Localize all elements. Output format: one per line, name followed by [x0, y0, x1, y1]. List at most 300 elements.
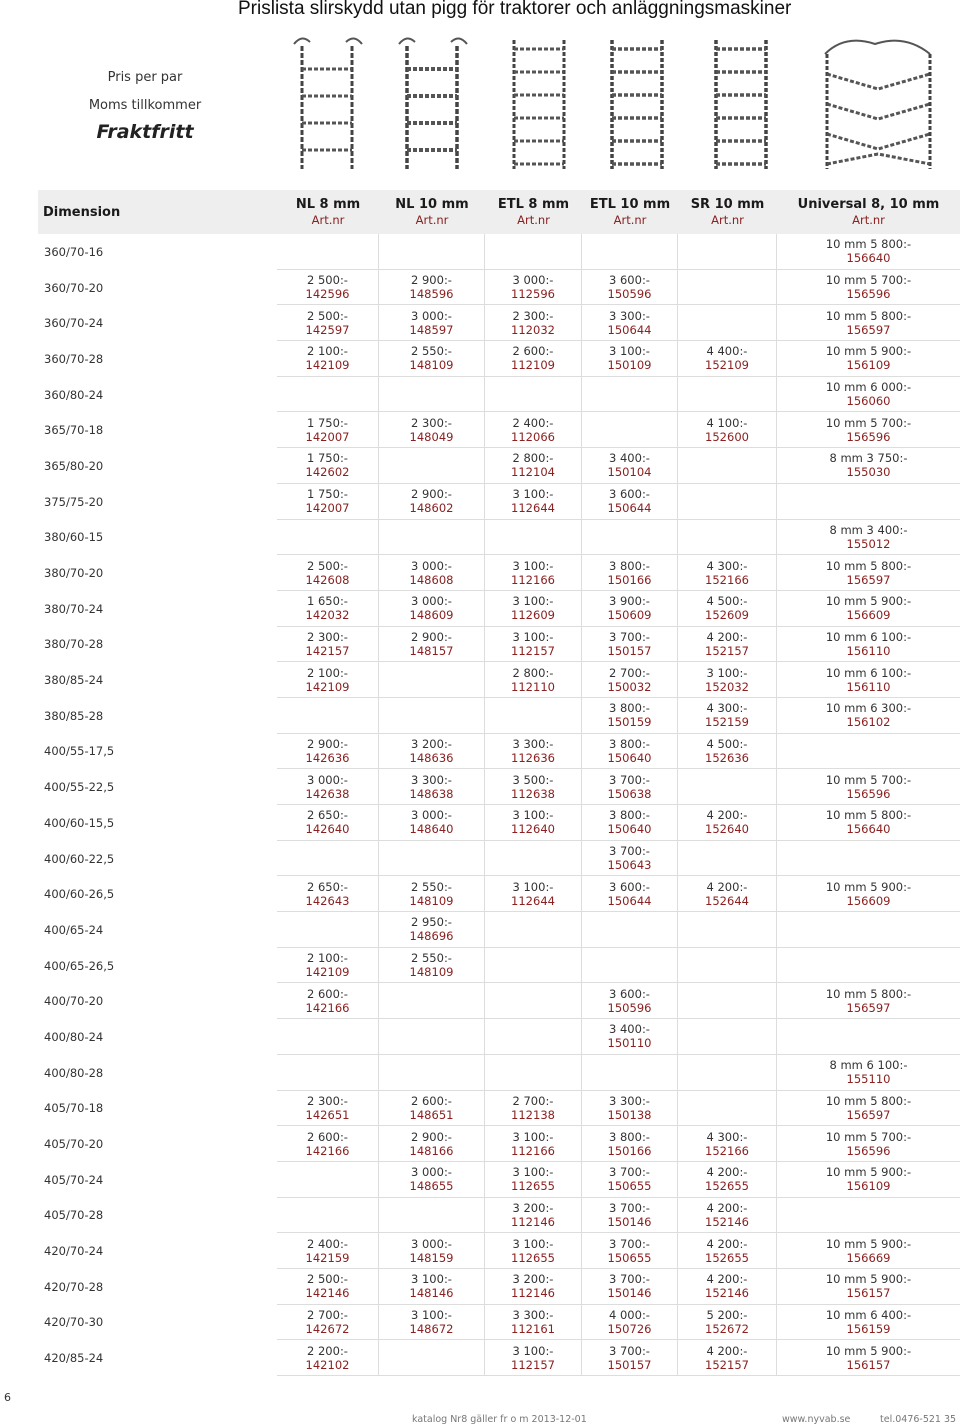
- article-number: 156060: [846, 394, 891, 409]
- row-dimension: 405/70-18: [44, 1101, 104, 1116]
- price-cell: [277, 662, 379, 698]
- row-dimension: 360/70-28: [44, 351, 104, 366]
- column-subtitle: Art.nr: [852, 213, 885, 227]
- article-number: 112638: [511, 786, 555, 801]
- article-number: 112032: [511, 322, 555, 337]
- price-cell: [277, 305, 379, 341]
- price-cell: [777, 876, 960, 912]
- article-number: 142032: [305, 608, 350, 623]
- price-cell: [379, 983, 485, 1019]
- article-number: 112596: [511, 287, 555, 302]
- price-cell: [777, 948, 960, 984]
- article-number: 148640: [409, 822, 454, 837]
- article-number: 156597: [846, 572, 891, 587]
- price: 3 200:-: [512, 1200, 554, 1215]
- price: 4 300:-: [706, 1129, 748, 1144]
- article-number: 148696: [409, 929, 454, 944]
- row-dimension: 405/70-24: [44, 1172, 104, 1187]
- price: 3 700:-: [609, 844, 650, 859]
- price-cell: [485, 377, 582, 413]
- price-cell: [582, 1019, 678, 1055]
- price-cell: [277, 805, 379, 841]
- price: 2 650:-: [307, 808, 348, 823]
- price-cell: [379, 805, 485, 841]
- price-cell: [277, 1091, 379, 1127]
- price: 3 000:-: [512, 273, 554, 288]
- price-cell: [485, 1019, 582, 1055]
- price-cell: [277, 341, 379, 377]
- price-cell: [678, 1198, 777, 1234]
- price-cell: [379, 234, 485, 270]
- column-title: NL 10 mm: [395, 197, 469, 212]
- row-dimension: 360/80-24: [44, 387, 104, 402]
- price-cell: [582, 520, 678, 556]
- article-number: 150110: [607, 1036, 652, 1051]
- price-cell: [379, 876, 485, 912]
- row-dimension: 400/60-26,5: [44, 887, 115, 902]
- price-cell: [582, 662, 678, 698]
- price-cell: [777, 555, 960, 591]
- price-cell: [277, 627, 379, 663]
- price-cell: [777, 1055, 960, 1091]
- price-cell: [678, 1269, 777, 1305]
- price-cell: [678, 1162, 777, 1198]
- price: 10 mm 6 400:-: [825, 1307, 912, 1322]
- article-number: 156596: [846, 1143, 891, 1158]
- price-cell: [485, 662, 582, 698]
- price: 3 600:-: [609, 986, 650, 1001]
- price-cell: [777, 305, 960, 341]
- article-number: 112609: [511, 608, 555, 623]
- price-note: Pris per par: [107, 70, 183, 85]
- price-cell: [379, 734, 485, 770]
- article-number: 156597: [846, 322, 891, 337]
- price: 3 600:-: [609, 879, 650, 894]
- price: 2 300:-: [512, 308, 554, 323]
- price: 2 700:-: [609, 665, 650, 680]
- price: 4 200:-: [706, 808, 748, 823]
- price: 2 100:-: [307, 665, 348, 680]
- article-number: 142007: [305, 429, 350, 444]
- price-cell: [485, 1055, 582, 1091]
- price: 10 mm 5 800:-: [825, 237, 912, 252]
- price-cell: [277, 270, 379, 306]
- article-number: 150609: [607, 608, 652, 623]
- article-number: 150638: [607, 786, 652, 801]
- article-number: 150640: [607, 750, 652, 765]
- price-cell: [485, 591, 582, 627]
- price-cell: [777, 484, 960, 520]
- price-cell: [777, 341, 960, 377]
- price: 3 400:-: [609, 1022, 650, 1037]
- price-cell: [582, 555, 678, 591]
- price: 10 mm 6 100:-: [825, 629, 912, 644]
- article-number: 152600: [705, 429, 749, 444]
- article-number: 156596: [846, 429, 891, 444]
- price: 10 mm 6 100:-: [825, 665, 912, 680]
- row-dimension: 400/65-26,5: [44, 958, 115, 973]
- header-column: [379, 190, 485, 234]
- price-cell: [379, 1269, 485, 1305]
- price-cell: [582, 698, 678, 734]
- price-cell: [485, 484, 582, 520]
- page-title: Prislista slirskydd utan pigg för traktorer och anläggningsmaskiner: [238, 0, 792, 19]
- price: 3 300:-: [609, 1093, 650, 1108]
- price-cell: [485, 555, 582, 591]
- footer-phone: tel.0476-521 35: [880, 1414, 957, 1425]
- price-cell: [678, 876, 777, 912]
- price: 4 200:-: [706, 1272, 748, 1287]
- price-cell: [277, 841, 379, 877]
- price: 8 mm 3 400:-: [829, 522, 908, 537]
- price: 2 950:-: [411, 915, 452, 930]
- article-number: 150726: [607, 1321, 652, 1336]
- price: 3 800:-: [609, 808, 650, 823]
- price-cell: [277, 591, 379, 627]
- price-cell: [582, 270, 678, 306]
- price: 10 mm 5 800:-: [825, 308, 912, 323]
- article-number: 152157: [705, 1357, 749, 1372]
- price-cell: [277, 1269, 379, 1305]
- price-cell: [678, 377, 777, 413]
- price-cell: [777, 912, 960, 948]
- article-number: 150146: [607, 1214, 652, 1229]
- price-cell: [485, 876, 582, 912]
- article-number: 152109: [705, 358, 749, 373]
- row-dimension: 400/55-22,5: [44, 780, 115, 795]
- price-cell: [678, 591, 777, 627]
- article-number: 142651: [305, 1107, 350, 1122]
- article-number: 156157: [846, 1286, 891, 1301]
- price: 3 200:-: [512, 1272, 554, 1287]
- price: 2 300:-: [411, 415, 452, 430]
- price-cell: [678, 662, 777, 698]
- price-cell: [777, 698, 960, 734]
- price-cell: [678, 555, 777, 591]
- vat-note: Moms tillkommer: [88, 98, 202, 113]
- article-number: 150032: [607, 679, 652, 694]
- price: 2 900:-: [411, 273, 452, 288]
- price-cell: [777, 1126, 960, 1162]
- price-cell: [582, 1269, 678, 1305]
- price-cell: [379, 448, 485, 484]
- article-number: 152655: [705, 1179, 749, 1194]
- price: 3 100:-: [512, 629, 554, 644]
- row-dimension: 400/55-17,5: [44, 744, 115, 759]
- price-cell: [379, 841, 485, 877]
- price-cell: [777, 805, 960, 841]
- price: 10 mm 5 900:-: [825, 594, 912, 609]
- price: 2 400:-: [512, 415, 554, 430]
- article-number: 142608: [305, 572, 350, 587]
- article-number: 150655: [607, 1179, 652, 1194]
- price-cell: [485, 948, 582, 984]
- price-cell: [582, 1198, 678, 1234]
- price: 3 800:-: [609, 1129, 650, 1144]
- price: 3 100:-: [706, 665, 748, 680]
- price-cell: [777, 270, 960, 306]
- article-number: 148597: [409, 322, 454, 337]
- price-cell: [277, 769, 379, 805]
- price-cell: [678, 1233, 777, 1269]
- price-cell: [582, 448, 678, 484]
- price: 3 700:-: [609, 629, 650, 644]
- article-number: 156597: [846, 1000, 891, 1015]
- column-subtitle: Art.nr: [311, 213, 345, 227]
- article-number: 148655: [409, 1179, 454, 1194]
- price-cell: [582, 484, 678, 520]
- price-cell: [678, 1305, 777, 1341]
- price: 3 100:-: [512, 808, 554, 823]
- price-cell: [678, 1055, 777, 1091]
- price: 3 000:-: [307, 772, 348, 787]
- article-number: 156109: [846, 358, 891, 373]
- price: 3 100:-: [512, 879, 554, 894]
- price: 3 700:-: [609, 1236, 650, 1251]
- price-cell: [678, 769, 777, 805]
- price: 10 mm 5 800:-: [825, 808, 912, 823]
- article-number: 148651: [409, 1107, 454, 1122]
- price-cell: [678, 805, 777, 841]
- price: 10 mm 5 900:-: [825, 879, 912, 894]
- price-cell: [678, 341, 777, 377]
- price-cell: [582, 983, 678, 1019]
- price-cell: [777, 983, 960, 1019]
- price-cell: [582, 1340, 678, 1376]
- article-number: 150655: [607, 1250, 652, 1265]
- article-number: 152146: [705, 1286, 749, 1301]
- price-cell: [582, 769, 678, 805]
- price-cell: [678, 520, 777, 556]
- price-cell: [777, 1305, 960, 1341]
- article-number: 142109: [305, 965, 350, 980]
- price: 3 100:-: [609, 344, 650, 359]
- column-subtitle: Art.nr: [711, 213, 744, 227]
- price-cell: [678, 1340, 777, 1376]
- price-cell: [379, 912, 485, 948]
- price: 10 mm 5 700:-: [825, 273, 912, 288]
- article-number: 112066: [511, 429, 555, 444]
- article-number: 142146: [305, 1286, 350, 1301]
- row-dimension: 380/85-24: [44, 673, 104, 688]
- price-cell: [485, 805, 582, 841]
- article-number: 156597: [846, 1107, 891, 1122]
- article-number: 112636: [511, 750, 555, 765]
- price: 4 300:-: [706, 701, 748, 716]
- price-cell: [379, 1055, 485, 1091]
- price-cell: [678, 270, 777, 306]
- chain-illustration-nl8: [288, 34, 368, 174]
- price-cell: [277, 948, 379, 984]
- price-cell: [678, 1091, 777, 1127]
- price-cell: [678, 948, 777, 984]
- row-dimension: 400/60-22,5: [44, 851, 115, 866]
- price-cell: [678, 983, 777, 1019]
- price-cell: [777, 1198, 960, 1234]
- article-number: 112138: [511, 1107, 555, 1122]
- price: 4 200:-: [706, 1165, 748, 1180]
- article-number: 148157: [409, 643, 454, 658]
- price: 4 200:-: [706, 1200, 748, 1215]
- price-cell: [379, 627, 485, 663]
- price-cell: [277, 1233, 379, 1269]
- article-number: 152032: [705, 679, 749, 694]
- price-cell: [485, 1305, 582, 1341]
- price-cell: [277, 484, 379, 520]
- price-cell: [777, 841, 960, 877]
- row-dimension: 400/80-28: [44, 1065, 104, 1080]
- article-number: 112655: [511, 1179, 555, 1194]
- price: 3 400:-: [609, 451, 650, 466]
- price: 10 mm 5 800:-: [825, 986, 912, 1001]
- price: 3 100:-: [411, 1272, 452, 1287]
- price: 2 100:-: [307, 344, 348, 359]
- price-cell: [379, 305, 485, 341]
- price-cell: [777, 1091, 960, 1127]
- article-number: 150138: [607, 1107, 652, 1122]
- article-number: 142640: [305, 822, 350, 837]
- price: 2 550:-: [411, 879, 452, 894]
- shipping-note: Fraktfritt: [96, 121, 194, 143]
- price-cell: [582, 412, 678, 448]
- price-cell: [582, 912, 678, 948]
- price-cell: [379, 1305, 485, 1341]
- price: 3 300:-: [411, 772, 452, 787]
- chain-illustration-universal: [815, 34, 945, 174]
- price: 4 200:-: [706, 1236, 748, 1251]
- price: 2 300:-: [307, 629, 348, 644]
- row-dimension: 420/85-24: [44, 1351, 104, 1366]
- article-number: 156109: [846, 1179, 891, 1194]
- price-cell: [277, 876, 379, 912]
- price: 2 500:-: [307, 273, 348, 288]
- price-cell: [379, 341, 485, 377]
- price: 2 500:-: [307, 308, 348, 323]
- article-number: 112157: [511, 643, 555, 658]
- column-title: Universal 8, 10 mm: [797, 197, 940, 212]
- price: 4 200:-: [706, 879, 748, 894]
- price: 3 300:-: [512, 736, 554, 751]
- article-number: 152157: [705, 643, 749, 658]
- article-number: 148109: [409, 893, 454, 908]
- header-column: [777, 190, 960, 234]
- article-number: 152636: [705, 750, 749, 765]
- row-dimension: 400/80-24: [44, 1029, 104, 1044]
- chain-illustration-nl10: [393, 34, 473, 174]
- column-title: ETL 8 mm: [497, 197, 570, 212]
- article-number: 150157: [607, 643, 652, 658]
- price: 1 650:-: [307, 594, 348, 609]
- price: 3 000:-: [411, 594, 452, 609]
- price-cell: [582, 627, 678, 663]
- price: 2 500:-: [307, 1272, 348, 1287]
- price-cell: [379, 1091, 485, 1127]
- article-number: 112166: [511, 572, 555, 587]
- price: 2 200:-: [307, 1343, 348, 1358]
- price: 3 100:-: [512, 594, 554, 609]
- price: 3 100:-: [512, 1165, 554, 1180]
- article-number: 112146: [511, 1214, 555, 1229]
- price-cell: [777, 234, 960, 270]
- price-cell: [277, 412, 379, 448]
- price: 2 600:-: [307, 1129, 348, 1144]
- price-cell: [485, 270, 582, 306]
- price: 2 800:-: [512, 451, 554, 466]
- price-cell: [485, 341, 582, 377]
- price-cell: [485, 1233, 582, 1269]
- price: 2 700:-: [307, 1307, 348, 1322]
- price-cell: [777, 412, 960, 448]
- price-cell: [379, 484, 485, 520]
- article-number: 156159: [846, 1321, 891, 1336]
- row-dimension: 420/70-28: [44, 1279, 104, 1294]
- price: 8 mm 6 100:-: [829, 1058, 908, 1073]
- price-cell: [485, 983, 582, 1019]
- row-dimension: 365/80-20: [44, 458, 104, 473]
- price: 2 600:-: [411, 1093, 452, 1108]
- price-cell: [379, 1340, 485, 1376]
- row-dimension: 360/70-24: [44, 316, 104, 331]
- article-number: 155110: [846, 1072, 891, 1087]
- chain-illustration-etl8: [500, 34, 580, 174]
- price: 10 mm 5 900:-: [825, 1165, 912, 1180]
- price: 2 500:-: [307, 558, 348, 573]
- price-cell: [678, 1019, 777, 1055]
- article-number: 148672: [409, 1321, 454, 1336]
- price: 3 700:-: [609, 1272, 650, 1287]
- column-subtitle: Art.nr: [517, 213, 550, 227]
- price: 2 650:-: [307, 879, 348, 894]
- price-cell: [485, 412, 582, 448]
- price-cell: [582, 734, 678, 770]
- price-cell: [485, 912, 582, 948]
- article-number: 142109: [305, 679, 350, 694]
- price-cell: [678, 1126, 777, 1162]
- row-dimension: 380/70-28: [44, 637, 104, 652]
- article-number: 150166: [607, 1143, 652, 1158]
- price-cell: [485, 698, 582, 734]
- price-cell: [582, 1305, 678, 1341]
- header-column: [277, 190, 379, 234]
- price-cell: [485, 520, 582, 556]
- price-cell: [777, 662, 960, 698]
- price: 3 700:-: [609, 1343, 650, 1358]
- article-number: 142636: [305, 750, 350, 765]
- article-number: 112161: [511, 1321, 555, 1336]
- price-cell: [379, 591, 485, 627]
- price: 3 100:-: [512, 558, 554, 573]
- price-cell: [582, 1055, 678, 1091]
- column-subtitle: Art.nr: [415, 213, 449, 227]
- price-cell: [277, 1055, 379, 1091]
- price-cell: [379, 520, 485, 556]
- article-number: 148166: [409, 1143, 454, 1158]
- price: 3 100:-: [512, 1343, 554, 1358]
- row-dimension: 405/70-28: [44, 1208, 104, 1223]
- article-number: 142159: [305, 1250, 350, 1265]
- price-cell: [379, 948, 485, 984]
- price-cell: [678, 234, 777, 270]
- article-number: 152672: [705, 1321, 749, 1336]
- article-number: 150596: [607, 287, 652, 302]
- price-cell: [678, 841, 777, 877]
- column-title: NL 8 mm: [295, 197, 361, 212]
- price-cell: [485, 1091, 582, 1127]
- price-cell: [379, 1233, 485, 1269]
- price-cell: [777, 1162, 960, 1198]
- price: 2 900:-: [411, 1129, 452, 1144]
- price: 2 700:-: [512, 1093, 554, 1108]
